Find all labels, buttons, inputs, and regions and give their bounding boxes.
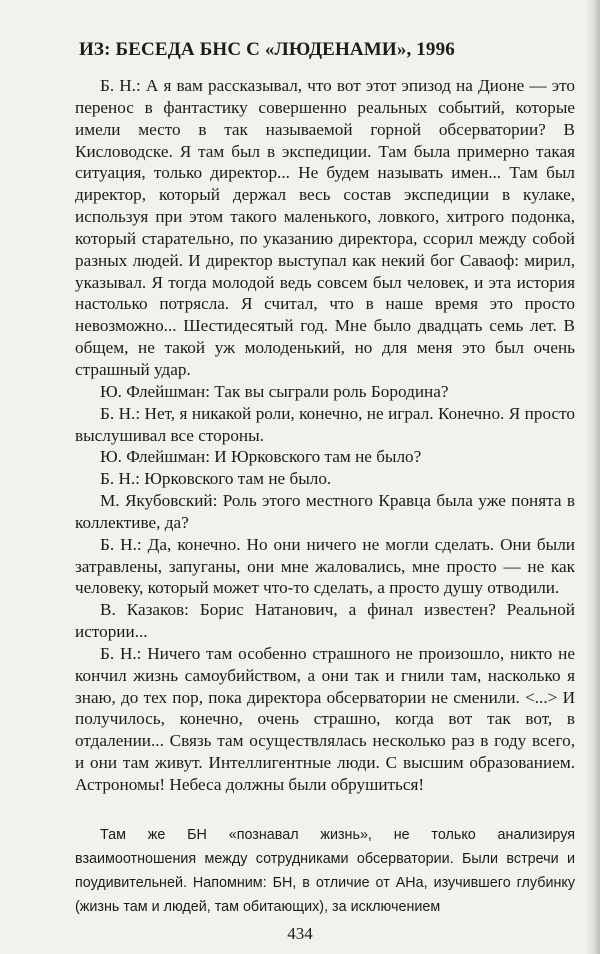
transcript-paragraph: М. Якубовский: Роль этого местного Кравца была уже понята в коллективе, да? bbox=[75, 491, 575, 532]
section-heading: ИЗ: БЕСЕДА БНС С «ЛЮДЕНАМИ», 1996 bbox=[79, 39, 455, 60]
transcript-paragraph: Б. Н.: Ничего там особенно страшного не произошло, никто не кончил жизнь самоубийством, а они так и гнили там, насколько я знаю, до тех пор, пока директора обсерватории не сменили. <...> И получилось, конечно, очень страшно, когда вот так вот, в отдалении... Связь там осуществлялась несколько раз в году всего, и они там живут. Интеллигентные люди. С высшим образованием. Астрономы! Небеса должны были обрушиться! bbox=[75, 643, 575, 794]
transcript-paragraph: Б. Н.: А я вам рассказывал, что вот этот эпизод на Дионе — это перенос в фантастику совершенно реальных событий, которые имели место в так называемой горной обсерватории? В Кисловодске. Я там был в экспедиции. Там была примерно такая ситуация, только директор... Не будем называть имен... Там был директор, который держал весь состав экспедиции в кулаке, используя при этом такого маленького, ловкого, хитрого подонка, который старательно, по указанию директора, ссорил между собой разных людей. И директор выступал как некий бог Саваоф: мирил, указывал. Я тогда молодой ведь совсем был человек, и эта история настолько потрясла. Я считал, что в наше время это просто невозможно... Шестидесятый год. Мне было двадцать семь лет. В общем, не такой уж молоденький, но для меня это был очень страшный удар. bbox=[75, 76, 575, 379]
page-number: 434 bbox=[287, 924, 313, 943]
transcript-paragraph: Б. Н.: Юрковского там не было. bbox=[100, 469, 332, 489]
transcript-paragraph: Б. Н.: Нет, я никакой роли, конечно, не играл. Конечно. Я просто выслушивал все стороны. bbox=[75, 403, 575, 445]
transcript-paragraph: Ю. Флейшман: Так вы сыграли роль Бородина? bbox=[100, 381, 449, 401]
transcript-paragraph: Ю. Флейшман: И Юрковского там не было? bbox=[100, 447, 422, 467]
commentary-paragraph: Там же БН «познавал жизнь», не только анализируя взаимоотношения между сотрудниками обсерватории. Были встречи и поудивительней. Напомним: БН, в отличие от АНа, изучившего глубинку (жизнь там и людей, там обитающих), за исключением bbox=[75, 827, 575, 915]
interview-transcript bbox=[75, 75, 575, 796]
transcript-paragraph: В. Казаков: Борис Натанович, а финал известен? Реальной истории... bbox=[75, 600, 575, 642]
transcript-paragraph: Б. Н.: Да, конечно. Но они ничего не могли сделать. Они были затравлены, запуганы, они мне жаловались, мне просто — не как человеку, который может что-то сделать, а просто душу отводили. bbox=[75, 534, 575, 598]
page-edge-shadow bbox=[586, 0, 600, 954]
